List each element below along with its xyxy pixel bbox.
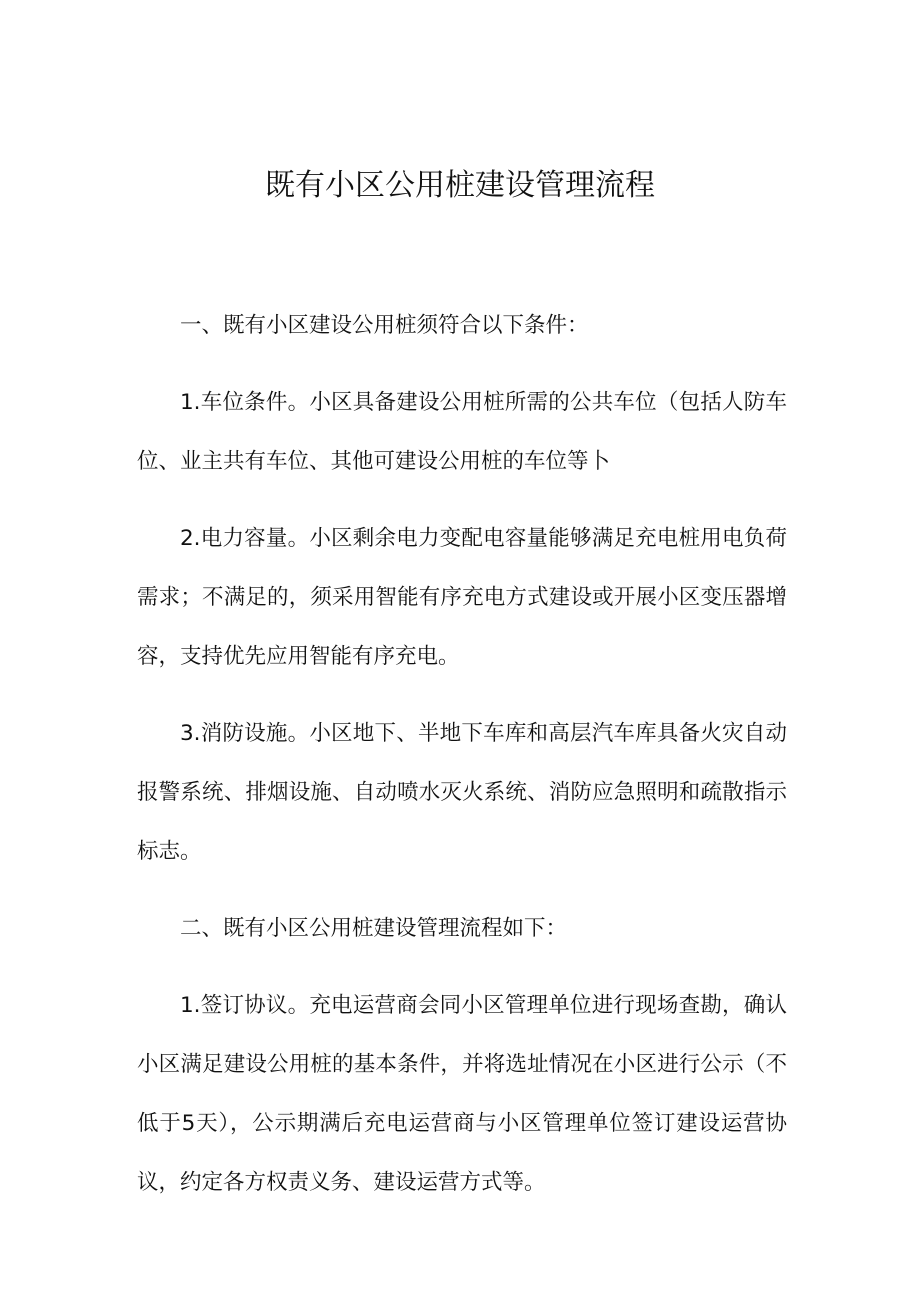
paragraph-power-capacity: 2.电力容量。小区剩余电力变配电容量能够满足充电桩用电负荷需求；不满足的，须采用智能有序充电方式建设或开展小区变压器增容，支持优先应用智能有序充电。 (137, 526, 787, 669)
document-title: 既有小区公用桩建设管理流程 (265, 168, 655, 203)
section-heading-conditions: 一、既有小区建设公用桩须符合以下条件： (180, 313, 589, 338)
paragraph-parking-condition: 1.车位条件。小区具备建设公用桩所需的公共车位（包括人防车位、业主共有车位、其他可建设公用桩的车位等卜 (137, 390, 787, 474)
paragraph-sign-agreement: 1.签订协议。充电运营商会同小区管理单位进行现场查勘，确认小区满足建设公用桩的基本条件，并将选址情况在小区进行公示（不低于5天），公示期满后充电运营商与小区管理单位签订建设运营协议，约定各方权责义务、建设运营方式等。 (137, 993, 787, 1195)
paragraph-fire-facilities: 3.消防设施。小区地下、半地下车库和高层汽车库具备火灾自动报警系统、排烟设施、自动喷水灭火系统、消防应急照明和疏散指示标志。 (137, 721, 787, 864)
document-body (137, 296, 787, 1230)
section-heading-process: 二、既有小区公用桩建设管理流程如下： (180, 916, 568, 941)
